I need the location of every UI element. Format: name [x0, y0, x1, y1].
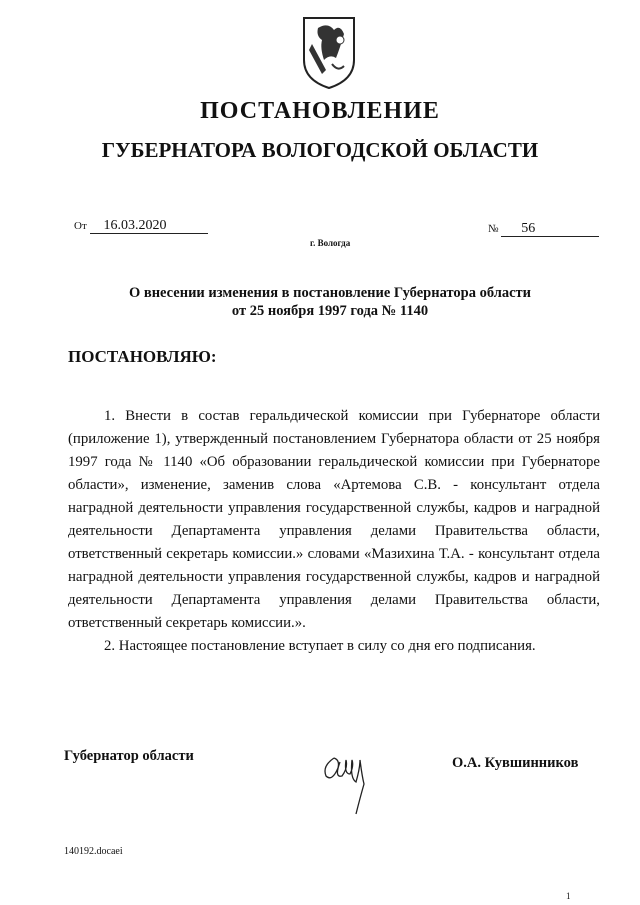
subject-line-1: О внесении изменения в постановление Губернатора области: [128, 285, 532, 301]
document-number: 56: [501, 222, 599, 237]
date-prefix: От: [74, 220, 87, 232]
page-mark: 1: [566, 891, 571, 901]
document-body: [68, 405, 600, 658]
document-title: ПОСТАНОВЛЕНИЕ: [200, 98, 440, 124]
number-line: [488, 222, 599, 237]
date-line: [74, 219, 208, 234]
coat-of-arms-emblem: [300, 14, 358, 90]
document-date: 16.03.2020: [90, 219, 208, 234]
subject-line-2: от 25 ноября 1997 года № 1140: [231, 303, 429, 319]
file-reference: 140192.docaei: [64, 846, 123, 857]
document-subtitle: ГУБЕРНАТОРА ВОЛОГОДСКОЙ ОБЛАСТИ: [101, 138, 539, 162]
number-prefix: №: [488, 223, 499, 235]
signatory-name: О.А. Кувшинников: [452, 755, 579, 771]
city-label: г. Вологда: [310, 238, 351, 248]
handwritten-signature: [320, 738, 380, 818]
document-subject: [60, 284, 600, 320]
paragraph-2: 2. Настоящее постановление вступает в силу со дня его подписания.: [104, 638, 536, 654]
decree-word: ПОСТАНОВЛЯЮ:: [68, 347, 217, 366]
paragraph-1: 1. Внести в состав геральдической комиссии при Губернаторе области (приложение 1), утвержденный постановлением Губернатора области от 25 ноября 1997 года № 1140 «Об образовании геральдической комиссии при Губернаторе области», изменение, заменив слова «Артемова С.В. - консультант отдела наградной деятельности управления государственной службы, кадров и наградной деятельности Департамента управления делами Правительства области, ответственный секретарь комиссии.» словами «Мазихина Т.А. - консультант отдела наградной деятельности управления государственной службы, кадров и наградной деятельности Департамента управления делами Правительства области, ответственный секретарь комиссии.».: [68, 408, 600, 631]
signatory-position: Губернатор области: [64, 748, 194, 764]
